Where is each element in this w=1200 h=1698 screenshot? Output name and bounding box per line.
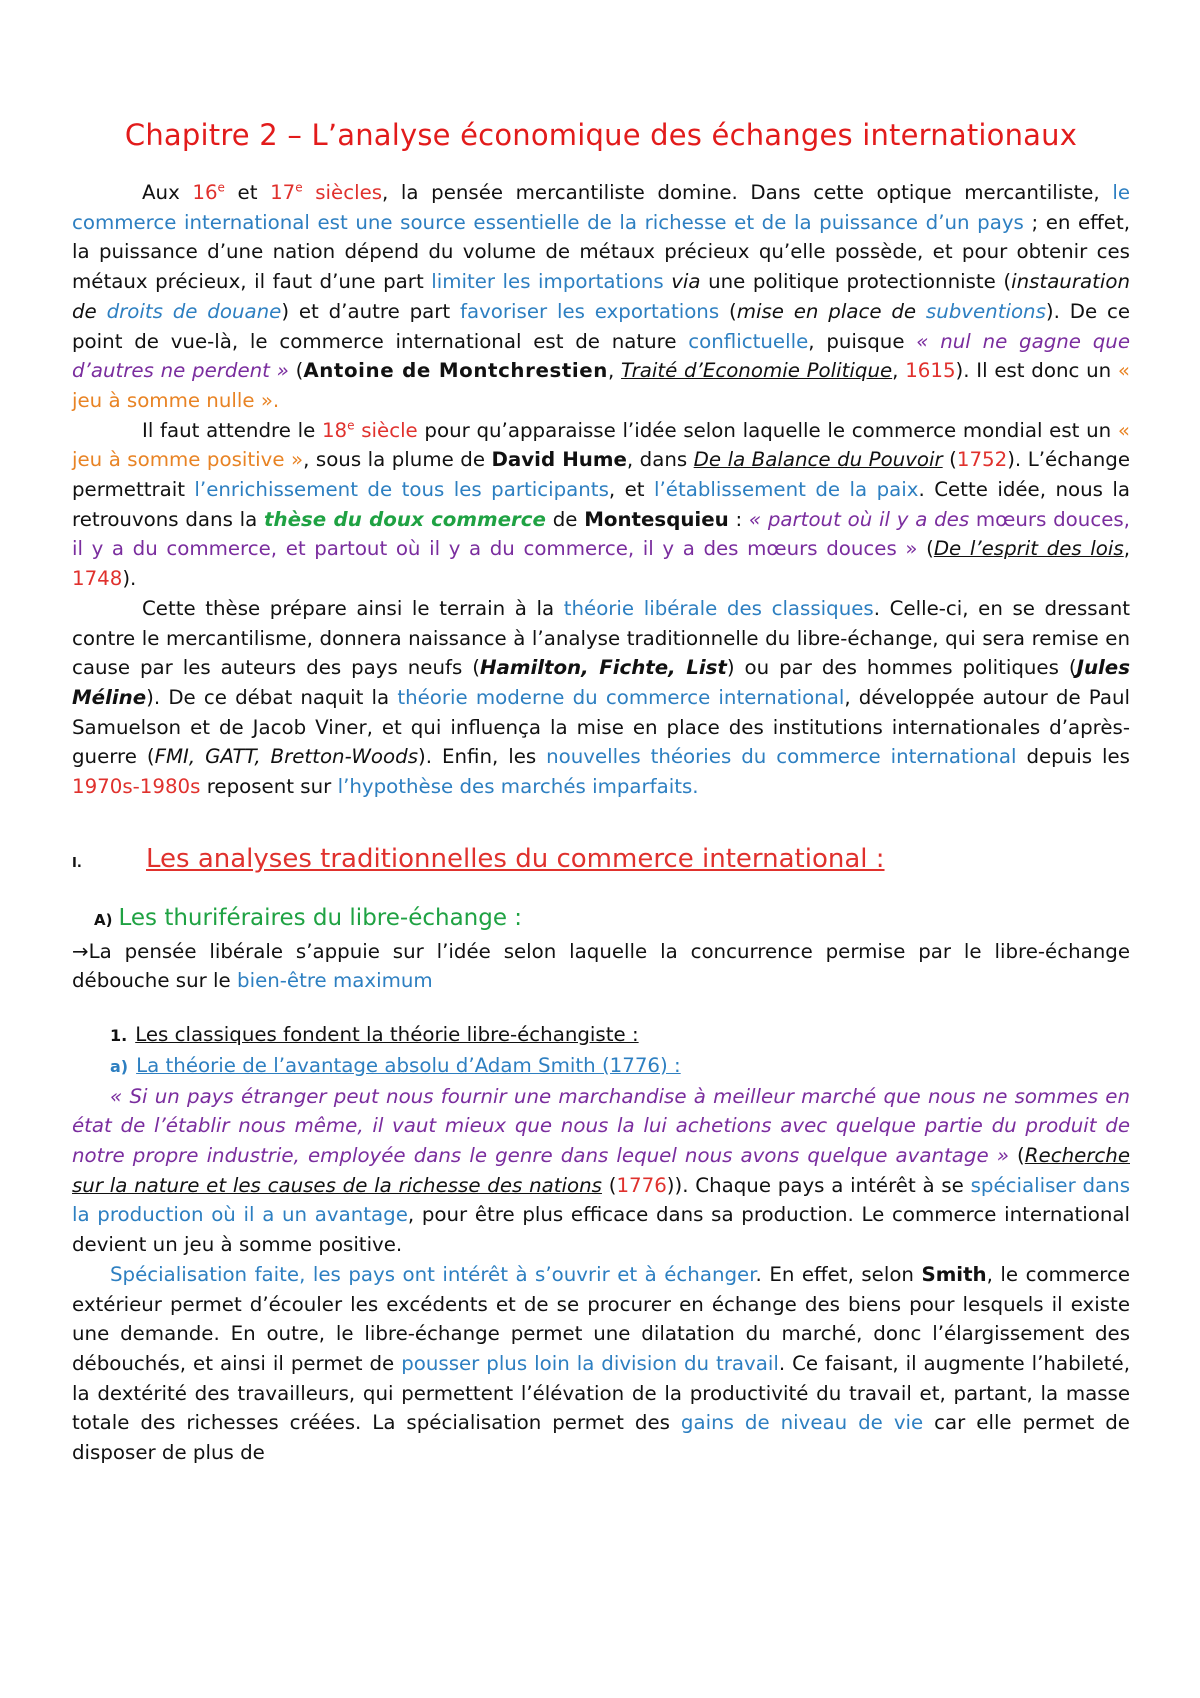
paragraph-specialisation: Spécialisation faite, les pays ont intérêt à s’ouvrir et à échanger. En effet, selon Smith, le commerce extérieur permet d’écouler les excédents et de se procurer en échange des biens pour lesquels il existe une demande. En outre, le libre-échange permet une dilatation du marché, donc l’élargissement des débouchés, et ainsi il permet de pousser plus loin la division du travail. Ce faisant, il augmente l’habileté, la dextérité des travailleurs, qui permettent l’élévation de la productivité du travail et, partant, la masse totale des richesses créées. La spécialisation permet des gains de niveau de vie car elle permet de disposer de plus de: [72, 1262, 1130, 1465]
section-heading-a: A) Les thuriféraires du libre-échange :: [94, 904, 523, 931]
chapter-title: Chapitre 2 – L’analyse économique des échanges internationaux: [124, 118, 1078, 152]
paragraph-liberal-thought: →La pensée libérale s’appuie sur l’idée selon laquelle la concurrence permise par le libre-échange débouche sur le bien-être maximum: [72, 939, 1130, 993]
subsection-heading-a: a) La théorie de l’avantage absolu d’Adam Smith (1776) :: [110, 1053, 681, 1077]
paragraph-smith-quote: « Si un pays étranger peut nous fournir une marchandise à meilleur marché que nous ne sommes en état de l’établir nous même, il vaut mieux que nous la lui achetions avec quelque partie du produit de notre propre industrie, employée dans le genre dans lequel nous avons quelque avantage » (Recherche sur la nature et les causes de la richesse des nations (1776)). Chaque pays a intérêt à se spécialiser dans la production où il a un avantage, pour être plus efficace dans sa production. Le commerce international devient un jeu à somme positive.: [72, 1084, 1131, 1257]
paragraph-doux-commerce: Il faut attendre le 18e siècle pour qu’apparaisse l’idée selon laquelle le commerce mondial est un « jeu à somme positive », sous la plume de David Hume, dans De la Balance du Pouvoir (1752). L’échange permettrait l’enrichissement de tous les participants, et l’établissement de la paix. Cette idée, nous la retrouvons dans la thèse du doux commerce de Montesquieu : « partout où il y a des mœurs douces, il y a du commerce, et partout où il y a du commerce, il y a des mœurs douces » (De l’esprit des lois, 1748).: [72, 418, 1130, 591]
paragraph-classical-theory: Cette thèse prépare ainsi le terrain à la théorie libérale des classiques. Celle-ci, en se dressant contre le mercantilisme, donnera naissance à l’analyse traditionnelle du libre-échange, qui sera remise en cause par les auteurs des pays neufs (Hamilton, Fichte, List) ou par des hommes politiques (Jules Méline). De ce débat naquit la théorie moderne du commerce international, développée autour de Paul Samuelson et de Jacob Viner, et qui influença la mise en place des institutions internationales d’après-guerre (FMI, GATT, Bretton-Woods). Enfin, les nouvelles théories du commerce international depuis les 1970s-1980s reposent sur l’hypothèse des marchés imparfaits.: [72, 596, 1131, 799]
subsection-heading-1: 1. Les classiques fondent la théorie libre-échangiste :: [110, 1023, 639, 1047]
paragraph-mercantilism: Aux 16e et 17e siècles, la pensée mercantiliste domine. Dans cette optique mercantiliste, le commerce international est une source essentielle de la richesse et de la puissance d’un pays ; en effet, la puissance d’une nation dépend du volume de métaux précieux qu’elle possède, et pour obtenir ces métaux précieux, il faut d’une part limiter les importations via une politique protectionniste (instauration de droits de douane) et d’autre part favoriser les exportations (mise en place de subventions). De ce point de vue-là, le commerce international est de nature conflictuelle, puisque « nul ne gagne que d’autres ne perdent » (Antoine de Montchrestien, Traité d’Economie Politique, 1615). Il est donc un « jeu à somme nulle ».: [72, 180, 1131, 412]
section-heading-1: I. Les analyses traditionnelles du commerce international :: [72, 843, 885, 874]
